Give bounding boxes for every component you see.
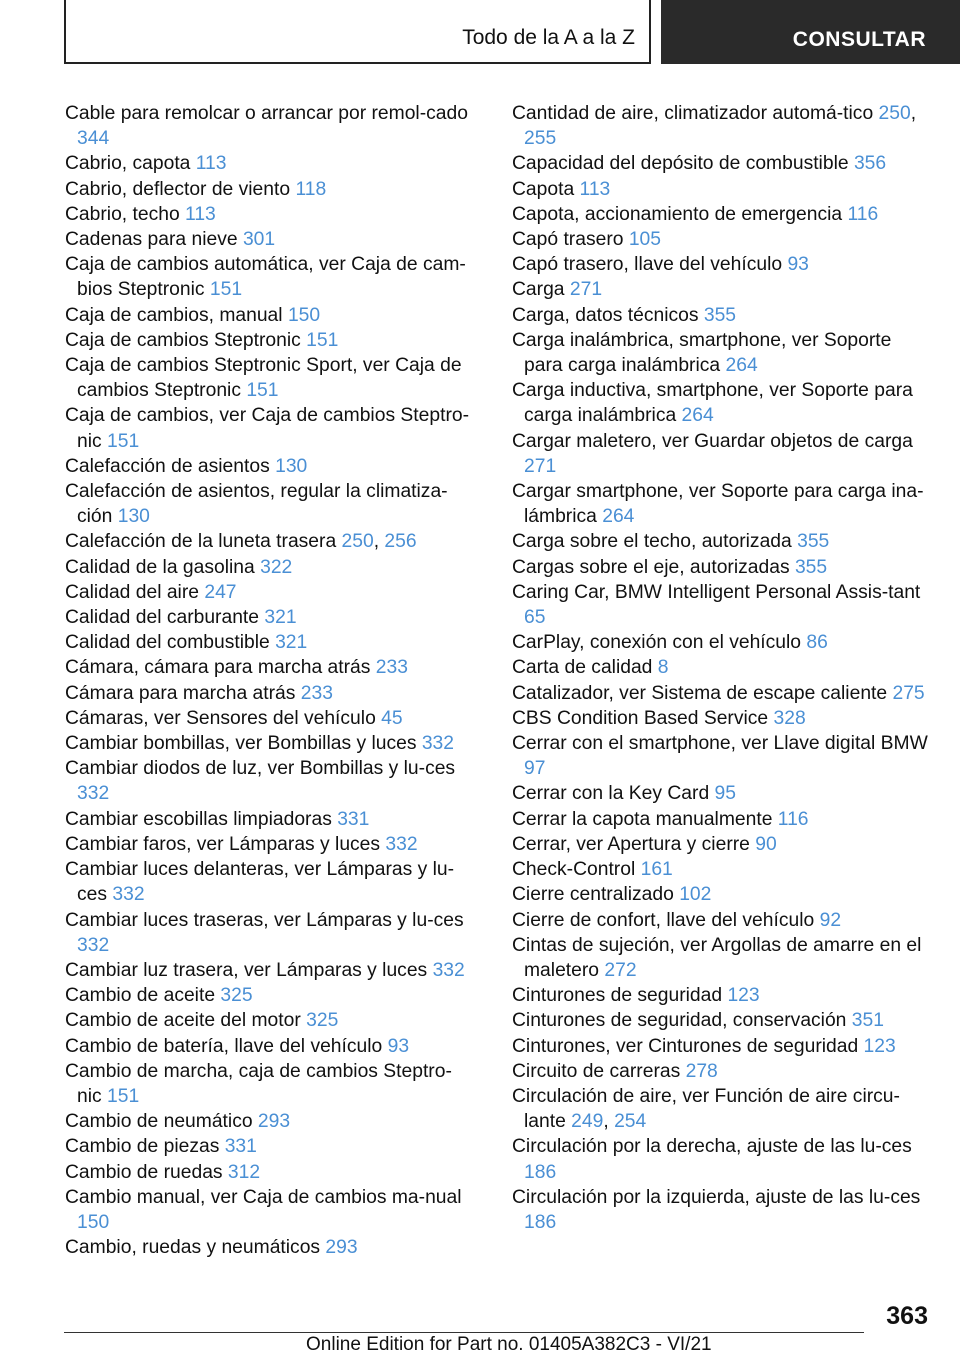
- page-reference-link[interactable]: 150: [287, 304, 321, 326]
- index-entry: [65, 177, 475, 202]
- index-entry-text: Carga inductiva, smartphone, ver Soporte para carga inalámbrica: [512, 380, 913, 427]
- index-entry: [512, 908, 932, 933]
- section-title: Todo de la A a la Z: [462, 26, 635, 49]
- page-reference-link[interactable]: 264: [602, 506, 635, 528]
- index-entry-text: Capacidad del depósito de combustible: [512, 153, 849, 175]
- index-entry: [65, 1134, 475, 1159]
- index-entry: [512, 832, 932, 857]
- index-entry-text: Capó trasero, llave del vehículo: [512, 254, 783, 276]
- page-reference-link[interactable]: 344: [77, 128, 110, 150]
- index-entry-text: Caja de cambios Steptronic: [65, 329, 301, 351]
- index-entry: [65, 731, 475, 756]
- index-entry-text: Catalizador, ver Sistema de escape caliente: [512, 682, 888, 704]
- index-entry: [65, 1059, 475, 1109]
- page-reference-link[interactable]: 186: [524, 1211, 557, 1233]
- page-reference-link[interactable]: 186: [524, 1161, 557, 1183]
- page-reference-link[interactable]: 123: [727, 985, 760, 1007]
- page-reference-link[interactable]: 45: [381, 707, 403, 729]
- page-reference-link[interactable]: 93: [387, 1035, 410, 1057]
- index-entry: [512, 1034, 932, 1059]
- index-entry-text: Cambiar luz trasera, ver Lámparas y luces: [65, 959, 428, 981]
- index-entry: [65, 227, 475, 252]
- page-reference-link[interactable]: 355: [794, 556, 828, 578]
- index-entry-text: Cámara, cámara para marcha atrás: [65, 657, 371, 679]
- page-reference-link[interactable]: 95: [714, 783, 736, 805]
- index-entry-text: Cerrar con la Key Card: [512, 783, 710, 805]
- page-reference-link[interactable]: 233: [375, 657, 408, 679]
- index-entry: [65, 832, 475, 857]
- page-reference-link[interactable]: 356: [853, 153, 887, 175]
- index-entry-text: Calidad del carburante: [65, 607, 260, 629]
- index-entry: [512, 303, 932, 328]
- index-entry-text: CarPlay, conexión con el vehículo: [512, 632, 802, 654]
- index-entry-text: Cambiar faros, ver Lámparas y luces: [65, 833, 381, 855]
- index-entry: [65, 1034, 475, 1059]
- index-entry: [512, 529, 932, 554]
- index-entry-text: Cambio manual, ver Caja de cambios ma-nual: [65, 1186, 462, 1208]
- index-entry-text: Cambio de ruedas: [65, 1161, 223, 1183]
- index-entry-text: Check-Control: [512, 859, 636, 881]
- index-entry-text: Circuito de carreras: [512, 1060, 681, 1082]
- index-entry-text: Cantidad de aire, climatizador automá-tico: [512, 103, 874, 124]
- page-reference-link[interactable]: 278: [685, 1060, 718, 1082]
- index-entry-text: CBS Condition Based Service: [512, 707, 769, 729]
- index-entry-text: Caring Car, BMW Intelligent Personal Assis-tant: [512, 581, 921, 603]
- index-entry: [65, 1185, 475, 1235]
- index-entry-text: Cargar maletero, ver Guardar objetos de carga: [512, 430, 913, 452]
- page-reference-link[interactable]: 123: [863, 1035, 896, 1057]
- index-entry: [512, 479, 932, 529]
- index-entry: [512, 933, 932, 983]
- page-header: [0, 0, 960, 66]
- page-reference-link[interactable]: 113: [185, 203, 216, 225]
- index-entry-text: Cámara para marcha atrás: [65, 682, 296, 704]
- page-reference-link[interactable]: 325: [220, 985, 253, 1007]
- index-entry: [512, 252, 932, 277]
- index-entry-text: Capota: [512, 178, 575, 200]
- index-entry-text: Calefacción de asientos: [65, 455, 270, 477]
- index-entry: [512, 580, 932, 630]
- page-reference-link[interactable]: 93: [787, 254, 809, 276]
- index-entry: [512, 277, 932, 302]
- page-reference-link[interactable]: 130: [117, 506, 150, 528]
- page-reference-link[interactable]: 256: [384, 531, 417, 553]
- page-reference-link[interactable]: 113: [195, 153, 227, 175]
- page-reference-link[interactable]: 249: [571, 1111, 604, 1133]
- page-reference-link[interactable]: 65: [524, 607, 546, 629]
- index-entry: [512, 681, 932, 706]
- index-entry: [65, 1109, 475, 1134]
- index-entry-text: Cintas de sujeción, ver Argollas de amarre en el maletero: [512, 934, 922, 981]
- page-reference-link[interactable]: 293: [325, 1237, 358, 1259]
- page-reference-link[interactable]: 293: [257, 1111, 291, 1133]
- index-entry-text: Cerrar, ver Apertura y cierre: [512, 833, 750, 855]
- index-entry-text: Circulación por la derecha, ajuste de las lu-ces: [512, 1136, 912, 1158]
- index-column-right: [512, 101, 932, 1235]
- index-entry: [65, 252, 475, 302]
- index-entry: [512, 429, 932, 479]
- page-reference-link[interactable]: 86: [806, 632, 828, 654]
- index-entry: [65, 555, 475, 580]
- index-entry-text: Calefacción de asientos, regular la climatiza-ción: [65, 481, 448, 528]
- index-entry-text: Calidad del combustible: [65, 632, 270, 654]
- index-entry-text: Cierre centralizado: [512, 884, 674, 906]
- index-entry-text: Calidad del aire: [65, 581, 199, 603]
- index-column-left: [65, 101, 475, 1260]
- index-entry-text: Cerrar la capota manualmente: [512, 808, 773, 830]
- page-reference-link[interactable]: 151: [306, 329, 339, 351]
- index-entry: [65, 807, 475, 832]
- index-entry: [65, 706, 475, 731]
- index-entry: [512, 151, 932, 176]
- index-entry-text: Cinturones de seguridad: [512, 985, 723, 1007]
- index-entry-text: Caja de cambios Steptronic Sport, ver Caja de cambios Steptronic: [65, 355, 462, 402]
- index-entry-text: Cambio de piezas: [65, 1136, 220, 1158]
- page-reference-link[interactable]: 8: [657, 657, 669, 679]
- index-entry-text: Capota, accionamiento de emergencia: [512, 203, 843, 225]
- index-entry: [512, 1185, 932, 1235]
- page-reference-link[interactable]: 102: [679, 884, 712, 906]
- index-entry: [512, 555, 932, 580]
- page-reference-link[interactable]: 113: [579, 178, 611, 200]
- page-reference-link[interactable]: 321: [264, 607, 297, 629]
- index-entry-text: Carga sobre el techo, autorizada: [512, 531, 792, 553]
- index-entry: [65, 1008, 475, 1033]
- page-reference-link[interactable]: 322: [260, 556, 293, 578]
- index-entry: [512, 227, 932, 252]
- page-reference-link[interactable]: 250: [341, 531, 374, 553]
- index-entry: [512, 882, 932, 907]
- index-entry-text: Carta de calidad: [512, 657, 653, 679]
- index-entry: [65, 630, 475, 655]
- page-reference-link[interactable]: 151: [107, 1085, 140, 1107]
- index-entry: [65, 403, 475, 453]
- index-entry: [65, 479, 475, 529]
- index-entry-text: Cambiar diodos de luz, ver Bombillas y lu-ces: [65, 758, 456, 780]
- index-entry: [512, 1008, 932, 1033]
- index-entry: [512, 857, 932, 882]
- page-reference-link[interactable]: 264: [725, 355, 758, 377]
- index-entry-text: Caja de cambios, ver Caja de cambios Steptro-nic: [65, 405, 470, 452]
- index-entry-text: Calefacción de la luneta trasera: [65, 531, 337, 553]
- index-entry: [512, 328, 932, 378]
- index-entry-text: Cambio de marcha, caja de cambios Steptro-nic: [65, 1060, 452, 1107]
- page-reference-link[interactable]: 105: [628, 229, 661, 251]
- index-entry-text: Cambio, ruedas y neumáticos: [65, 1237, 321, 1259]
- page-reference-link[interactable]: 332: [385, 833, 418, 855]
- page-reference-link[interactable]: 118: [295, 178, 327, 200]
- page-reference-link[interactable]: 151: [107, 430, 140, 452]
- page-reference-link[interactable]: 332: [421, 733, 454, 755]
- page-reference-link[interactable]: 150: [77, 1211, 110, 1233]
- index-entry: [65, 151, 475, 176]
- index-entry: [65, 353, 475, 403]
- index-entry-text: Cerrar con el smartphone, ver Llave digital BMW: [512, 733, 928, 755]
- index-entry-text: Circulación de aire, ver Función de aire circu-lante: [512, 1085, 900, 1133]
- page-reference-link[interactable]: 130: [275, 455, 308, 477]
- footer-divider: [64, 1332, 864, 1333]
- page-reference-link[interactable]: 247: [204, 581, 237, 603]
- index-entry-text: Cambiar luces delanteras, ver Lámparas y lu-ces: [65, 859, 455, 906]
- page-reference-link[interactable]: 332: [77, 783, 110, 805]
- index-entry-text: Cambiar escobillas limpiadoras: [65, 808, 332, 830]
- index-entry: [512, 378, 932, 428]
- index-entry: [65, 1160, 475, 1185]
- footer-edition: Online Edition for Part no. 01405A382C3 - VI/21: [306, 1334, 712, 1355]
- index-entry-text: Carga, datos técnicos: [512, 304, 699, 326]
- index-entry-text: Cambiar bombillas, ver Bombillas y luces: [65, 733, 417, 755]
- page-reference-link[interactable]: 151: [246, 380, 279, 402]
- index-entry-text: Cabrio, capota: [65, 153, 191, 175]
- index-entry-text: Cámaras, ver Sensores del vehículo: [65, 707, 376, 729]
- consult-tab[interactable]: [661, 0, 960, 64]
- page-reference-link[interactable]: 272: [604, 959, 637, 981]
- index-entry: [65, 303, 475, 328]
- index-entry: Cantidad de aire, climatizador automá-tico 250, 255: [512, 103, 917, 150]
- page-reference-link[interactable]: 355: [797, 531, 830, 553]
- page-reference-link[interactable]: 328: [773, 707, 806, 729]
- index-entry: [512, 630, 932, 655]
- index-entry-text: Capó trasero: [512, 229, 624, 251]
- index-entry-text: Calidad de la gasolina: [65, 556, 255, 578]
- page-reference-link[interactable]: 275: [892, 682, 925, 704]
- section-tab: [64, 0, 651, 64]
- page-reference-link[interactable]: 264: [681, 405, 714, 427]
- page-reference-link[interactable]: 325: [306, 1010, 339, 1032]
- index-entry-text: Cable para remolcar o arrancar por remol-cado: [65, 103, 468, 124]
- index-entry: [512, 731, 932, 781]
- index-entry: Calefacción de la luneta trasera 250, 256: [65, 531, 417, 553]
- page-reference-link[interactable]: 90: [755, 833, 777, 855]
- index-entry-text: Cambio de aceite: [65, 985, 216, 1007]
- index-entry: [65, 681, 475, 706]
- page-reference-link[interactable]: 331: [224, 1136, 257, 1158]
- index-entry: [65, 580, 475, 605]
- page-reference-link[interactable]: 271: [524, 455, 557, 477]
- index-entry-text: Cadenas para nieve: [65, 229, 238, 251]
- index-entry: [65, 101, 475, 151]
- index-entry: [512, 177, 932, 202]
- index-entry-text: Cambio de aceite del motor: [65, 1010, 301, 1032]
- page-reference-link[interactable]: 332: [112, 884, 145, 906]
- index-entry: [512, 706, 932, 731]
- index-entry: [65, 605, 475, 630]
- index-entry-text: Cinturones, ver Cinturones de seguridad: [512, 1035, 859, 1057]
- page-reference-link[interactable]: 116: [777, 808, 809, 830]
- page-reference-link[interactable]: 312: [227, 1161, 261, 1183]
- index-entry: [65, 958, 475, 983]
- page-reference-link[interactable]: 254: [614, 1111, 647, 1133]
- index-entry: Circulación de aire, ver Función de aire circu-lante 249, 254: [512, 1085, 900, 1133]
- index-entry: [65, 857, 475, 907]
- page-reference-link[interactable]: 116: [847, 203, 879, 225]
- page-reference-link[interactable]: 332: [77, 934, 110, 956]
- index-entry: [512, 655, 932, 680]
- index-entry-text: Cargas sobre el eje, autorizadas: [512, 556, 790, 578]
- index-entry: [65, 756, 475, 806]
- page-reference-link[interactable]: 233: [300, 682, 333, 704]
- index-entry: [512, 202, 932, 227]
- index-entry-text: Cargar smartphone, ver Soporte para carga ina-lámbrica: [512, 481, 924, 528]
- page-reference-link[interactable]: 301: [242, 229, 276, 251]
- index-entry: [65, 1235, 475, 1260]
- page-reference-link[interactable]: 250: [878, 103, 911, 124]
- index-entry: [512, 1059, 932, 1084]
- index-entry-text: Cabrio, techo: [65, 203, 180, 225]
- index-entry: [65, 328, 475, 353]
- index-entry: [512, 1134, 932, 1184]
- index-entry-text: Cabrio, deflector de viento: [65, 178, 291, 200]
- page-reference-link[interactable]: 255: [524, 128, 557, 150]
- page-reference-link[interactable]: 351: [851, 1010, 884, 1032]
- page-reference-link[interactable]: 355: [703, 304, 737, 326]
- index-entry-text: Cambiar luces traseras, ver Lámparas y lu-ces: [65, 909, 464, 931]
- index-entry: [512, 807, 932, 832]
- index-entry: [65, 454, 475, 479]
- page-reference-link[interactable]: 321: [275, 632, 308, 654]
- page-reference-link[interactable]: 332: [432, 959, 465, 981]
- index-entry-text: Circulación por la izquierda, ajuste de las lu-ces: [512, 1186, 921, 1208]
- index-entry: [65, 983, 475, 1008]
- page-reference-link[interactable]: 92: [819, 909, 842, 931]
- page-reference-link[interactable]: 271: [569, 279, 603, 301]
- index-entry-text: Cambio de batería, llave del vehículo: [65, 1035, 383, 1057]
- index-entry: [65, 202, 475, 227]
- index-entry-text: Caja de cambios, manual: [65, 304, 283, 326]
- consult-tab-label: CONSULTAR: [792, 28, 926, 51]
- index-entry-text: Carga inalámbrica, smartphone, ver Soporte para carga inalámbrica: [512, 329, 892, 377]
- page-reference-link[interactable]: 161: [640, 859, 673, 881]
- index-entry: [65, 908, 475, 958]
- index-entry: [512, 781, 932, 806]
- index-entry-text: Caja de cambios automática, ver Caja de cam-bios Steptronic: [65, 254, 466, 301]
- page-reference-link[interactable]: 151: [209, 279, 243, 301]
- index-entry: [512, 983, 932, 1008]
- index-entry-text: Carga: [512, 279, 565, 301]
- page-reference-link[interactable]: 331: [337, 808, 370, 830]
- index-entry-text: Cambio de neumático: [65, 1111, 253, 1133]
- page-number: 363: [886, 1302, 928, 1330]
- index-entry: [65, 655, 475, 680]
- index-entry-text: Cinturones de seguridad, conservación: [512, 1010, 847, 1032]
- page-reference-link[interactable]: 97: [524, 758, 546, 780]
- index-entry-text: Cierre de confort, llave del vehículo: [512, 909, 815, 931]
